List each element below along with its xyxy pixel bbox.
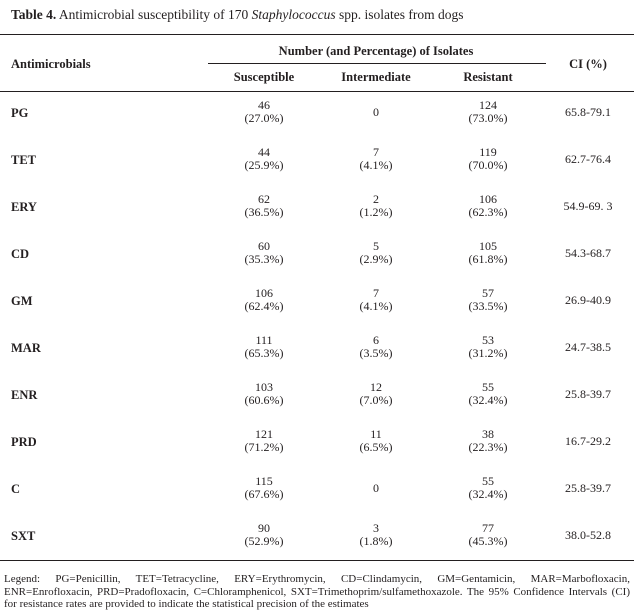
cell-ci: 62.7-76.4 <box>565 152 611 166</box>
percentage: (36.5%) <box>244 205 284 219</box>
row-label: PG <box>11 106 29 120</box>
row-label: CD <box>11 247 30 261</box>
cell-intermediate <box>373 106 379 119</box>
cell-resistant <box>469 240 508 266</box>
cell-ci: 26.9-40.9 <box>565 293 611 307</box>
cell-susceptible <box>245 287 284 313</box>
percentage: (67.6%) <box>244 487 284 501</box>
cell-ci: 54.3-68.7 <box>565 246 611 260</box>
group-underline <box>208 63 546 64</box>
percentage: (35.3%) <box>244 252 284 266</box>
count: 90 <box>258 521 270 535</box>
header-resistant: Resistant <box>463 70 513 84</box>
cell-intermediate <box>360 334 393 360</box>
cell-susceptible <box>245 428 284 454</box>
percentage: (6.5%) <box>359 440 393 454</box>
count: 55 <box>482 380 494 394</box>
count: 124 <box>479 98 497 112</box>
cell-susceptible <box>245 146 284 172</box>
count: 5 <box>373 239 379 253</box>
percentage: (22.3%) <box>468 440 508 454</box>
count: 7 <box>373 145 379 159</box>
cell-resistant <box>469 146 508 172</box>
cell-intermediate <box>360 287 393 313</box>
row-label: PRD <box>11 435 37 449</box>
count: 105 <box>479 239 497 253</box>
caption-text-end: spp. isolates from dogs <box>335 7 464 22</box>
cell-resistant <box>469 287 508 313</box>
cell-intermediate <box>360 522 393 548</box>
percentage: (61.8%) <box>468 252 508 266</box>
cell-resistant <box>469 334 508 360</box>
cell-resistant <box>469 381 508 407</box>
count: 60 <box>258 239 270 253</box>
header-intermediate: Intermediate <box>341 70 411 84</box>
cell-ci: 25.8-39.7 <box>565 481 611 495</box>
cell-resistant <box>469 475 508 501</box>
count: 106 <box>479 192 497 206</box>
count: 77 <box>482 521 494 535</box>
cell-susceptible <box>245 334 284 360</box>
count: 119 <box>479 145 497 159</box>
count: 0 <box>373 481 379 495</box>
cell-intermediate <box>360 146 393 172</box>
percentage: (70.0%) <box>468 158 508 172</box>
cell-intermediate <box>360 240 393 266</box>
header-ci: CI (%) <box>569 57 607 71</box>
cell-susceptible <box>245 240 284 266</box>
cell-ci: 16.7-29.2 <box>565 434 611 448</box>
percentage: (1.8%) <box>359 534 393 548</box>
count: 57 <box>482 286 494 300</box>
percentage: (65.3%) <box>244 346 284 360</box>
header-antimicrobials: Antimicrobials <box>11 57 91 71</box>
row-label: GM <box>11 294 33 308</box>
count: 11 <box>370 427 382 441</box>
count: 12 <box>370 380 382 394</box>
percentage: (62.3%) <box>468 205 508 219</box>
percentage: (32.4%) <box>468 487 508 501</box>
percentage: (31.2%) <box>468 346 508 360</box>
count: 53 <box>482 333 494 347</box>
cell-resistant <box>469 193 508 219</box>
percentage: (60.6%) <box>244 393 284 407</box>
cell-intermediate <box>360 193 393 219</box>
count: 121 <box>255 427 273 441</box>
cell-susceptible <box>245 99 284 125</box>
percentage: (27.0%) <box>244 111 284 125</box>
count: 62 <box>258 192 270 206</box>
cell-susceptible <box>245 193 284 219</box>
percentage: (7.0%) <box>359 393 393 407</box>
percentage: (2.9%) <box>359 252 393 266</box>
header-susceptible: Susceptible <box>233 70 295 84</box>
percentage: (71.2%) <box>244 440 284 454</box>
count: 55 <box>482 474 494 488</box>
count: 7 <box>373 286 379 300</box>
count: 38 <box>482 427 494 441</box>
count: 6 <box>373 333 379 347</box>
count: 106 <box>255 286 273 300</box>
cell-resistant <box>469 428 508 454</box>
cell-ci: 24.7-38.5 <box>565 340 611 354</box>
row-label: SXT <box>11 529 36 543</box>
count: 2 <box>373 192 379 206</box>
percentage: (4.1%) <box>359 158 393 172</box>
row-label: TET <box>11 153 37 167</box>
header-group: Number (and Percentage) of Isolates <box>278 44 474 58</box>
top-rule <box>0 34 634 35</box>
count: 46 <box>258 98 270 112</box>
cell-ci: 38.0-52.8 <box>565 528 611 542</box>
row-label: ENR <box>11 388 38 402</box>
caption-genus: Staphylococcus <box>251 7 336 22</box>
percentage: (45.3%) <box>468 534 508 548</box>
count: 44 <box>258 145 270 159</box>
cell-resistant <box>469 99 508 125</box>
percentage: (32.4%) <box>468 393 508 407</box>
caption-text: Antimicrobial susceptibility of 170 <box>56 7 252 22</box>
cell-ci: 54.9-69. 3 <box>563 199 613 213</box>
cell-intermediate <box>373 482 379 495</box>
cell-resistant <box>469 522 508 548</box>
bottom-rule <box>0 560 634 561</box>
caption-label: Table 4. <box>11 7 57 22</box>
row-label: MAR <box>11 341 41 355</box>
cell-susceptible <box>245 522 284 548</box>
percentage: (73.0%) <box>468 111 508 125</box>
row-label: C <box>11 482 21 496</box>
percentage: (25.9%) <box>244 158 284 172</box>
table-caption <box>11 7 464 23</box>
count: 103 <box>255 380 273 394</box>
percentage: (33.5%) <box>468 299 508 313</box>
cell-susceptible <box>245 381 284 407</box>
percentage: (4.1%) <box>359 299 393 313</box>
cell-ci: 25.8-39.7 <box>565 387 611 401</box>
count: 0 <box>373 105 379 119</box>
table-legend: Legend: PG=Penicillin, TET=Tetracycline, ERY=Erythromycin, CD=Clindamycin, GM=Gentamicin, MAR=Marbofloxacin, ENR=Enrofloxacin, PRD=Pradofloxacin, C=Chloramphenicol, SXT=Trimethoprim/sulfamethoxazole. The 95% Confidence Intervals (CI) for resistance rates are provided to indicate the statistical precision of the estimates <box>4 573 630 611</box>
row-label: ERY <box>11 200 37 214</box>
percentage: (1.2%) <box>359 205 393 219</box>
count: 115 <box>255 474 273 488</box>
cell-intermediate <box>360 381 393 407</box>
count: 111 <box>255 333 273 347</box>
cell-ci: 65.8-79.1 <box>565 105 611 119</box>
header-rule <box>0 91 634 92</box>
percentage: (52.9%) <box>244 534 284 548</box>
percentage: (3.5%) <box>359 346 393 360</box>
percentage: (62.4%) <box>244 299 284 313</box>
cell-susceptible <box>245 475 284 501</box>
count: 3 <box>373 521 379 535</box>
cell-intermediate <box>360 428 393 454</box>
